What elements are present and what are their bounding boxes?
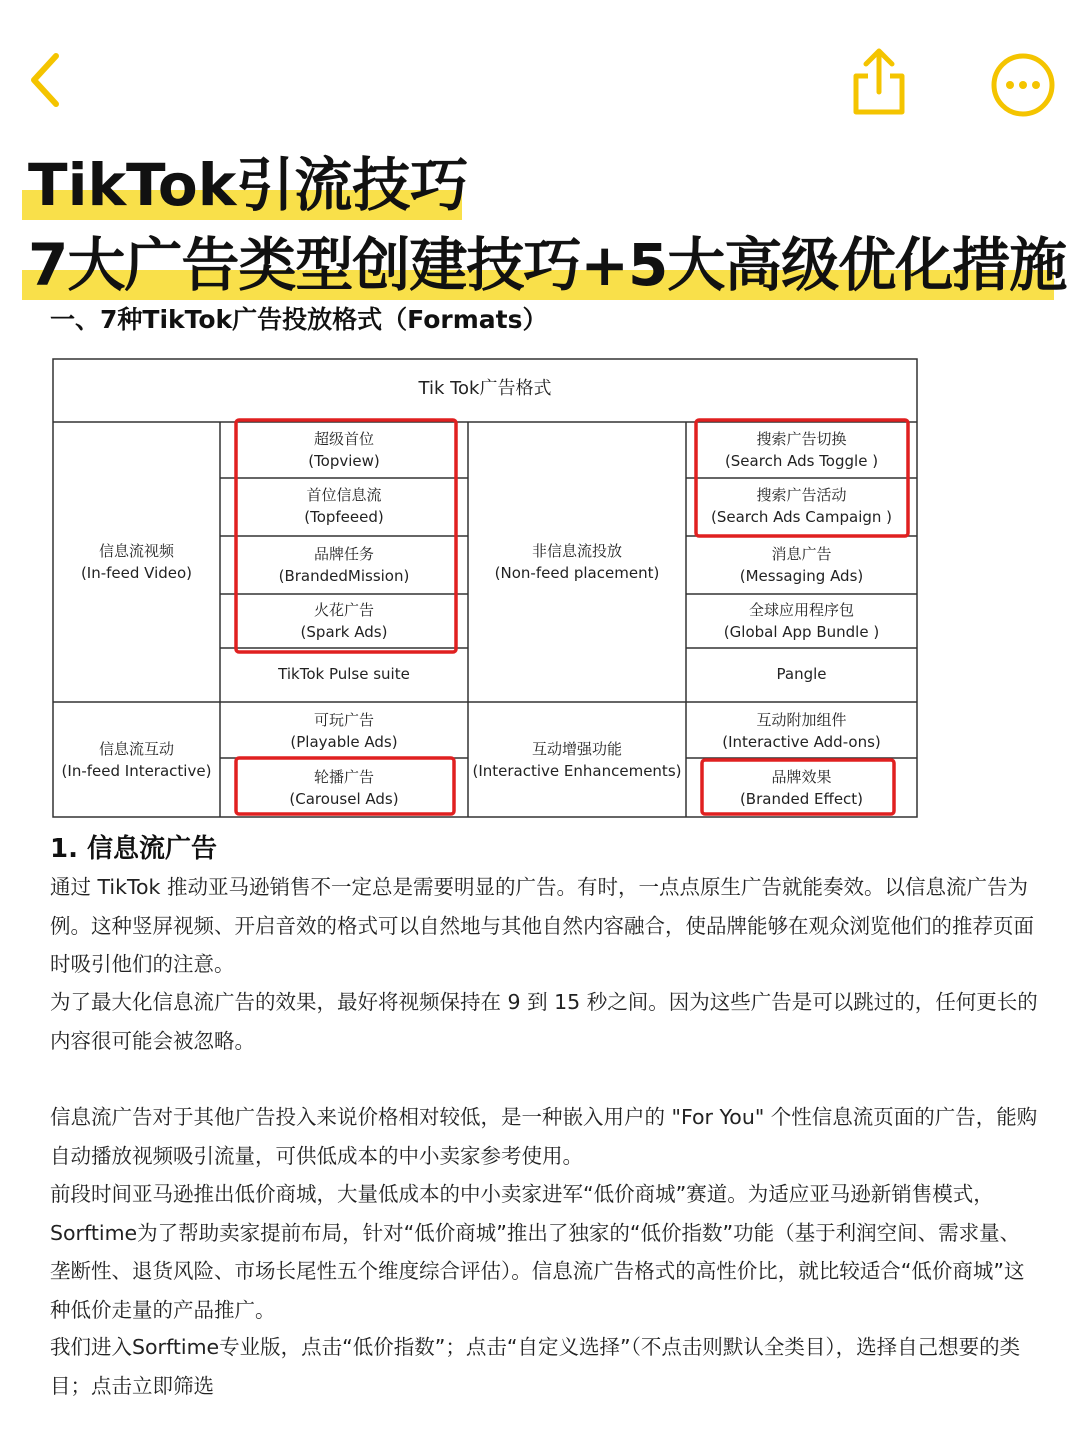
ad-format-cell: 搜索广告切换 (Search Ads Toggle ) bbox=[724, 430, 879, 470]
title-text-1: TikTok引流技巧 bbox=[28, 151, 469, 219]
ad-format-cell: 品牌任务 (BrandedMission) bbox=[278, 545, 410, 585]
title-text-2: 7大广告类型创建技巧+5大高级优化措施 bbox=[28, 231, 1067, 299]
group-label: 信息流互动 (In-feed Interactive) bbox=[61, 740, 212, 780]
ad-format-cell: 品牌效果 (Branded Effect) bbox=[739, 768, 864, 808]
top-nav-bar bbox=[0, 0, 1080, 130]
section-heading: 一、7种TikTok广告投放格式（Formats） bbox=[50, 305, 548, 334]
title-line-1 bbox=[28, 138, 468, 222]
section-1-heading: 1. 信息流广告 bbox=[50, 834, 218, 864]
ad-format-cell: 首位信息流 (Topfeeed) bbox=[304, 486, 384, 526]
more-options-button[interactable] bbox=[990, 52, 1056, 118]
group-label: 互动增强功能 (Interactive Enhancements) bbox=[472, 740, 682, 780]
ad-formats-table bbox=[52, 358, 918, 818]
paragraph: 信息流广告对于其他广告投入来说价格相对较低，是一种嵌入用户的 "For You" 个性信息流页面的广告，能购自动播放视频吸引流量，可供低成本的中小卖家参考使用。 bbox=[50, 1105, 1038, 1168]
back-button[interactable] bbox=[22, 48, 72, 112]
share-button[interactable] bbox=[846, 44, 912, 120]
group-label: 信息流视频 (In-feed Video) bbox=[80, 542, 193, 582]
ad-format-cell: 超级首位 (Topview) bbox=[308, 430, 380, 470]
ad-format-cell: 轮播广告 (Carousel Ads) bbox=[289, 768, 399, 808]
title-line-2 bbox=[28, 218, 1066, 302]
paragraph: 为了最大化信息流广告的效果，最好将视频保持在 9 到 15 秒之间。因为这些广告是可以跳过的，任何更长的内容很可能会被忽略。 bbox=[50, 990, 1038, 1053]
ad-format-cell: 火花广告 (Spark Ads) bbox=[300, 601, 388, 641]
table-header: Tik Tok广告格式 bbox=[418, 378, 552, 399]
paragraph: 前段时间亚马逊推出低价商城，大量低成本的中小卖家进军“低价商城”赛道。为适应亚马逊新销售模式，Sorftime为了帮助卖家提前布局，针对“低价商城”推出了独家的“低价指数”功能（基于利润空间、需求量、垄断性、退货风险、市场长尾性五个维度综合评估）。信息流广告格式的高性价比，就比较适合“低价商城”这种低价走量的产品推广。 bbox=[50, 1182, 1025, 1322]
ad-format-cell: 全球应用程序包 (Global App Bundle ) bbox=[723, 601, 880, 641]
ad-format-cell: 可玩广告 (Playable Ads) bbox=[290, 711, 398, 751]
ad-format-cell: TikTok Pulse suite bbox=[278, 665, 410, 683]
paragraph: 通过 TikTok 推动亚马逊销售不一定总是需要明显的广告。有时，一点点原生广告就能奏效。以信息流广告为例。这种竖屏视频、开启音效的格式可以自然地与其他自然内容融合，使品牌能够在观众浏览他们的推荐页面时吸引他们的注意。 bbox=[50, 875, 1034, 976]
chevron-left-icon bbox=[22, 48, 72, 112]
ad-format-cell: 搜索广告活动 (Search Ads Campaign ) bbox=[710, 486, 893, 526]
share-icon bbox=[846, 44, 912, 120]
ad-format-cell: 消息广告 (Messaging Ads) bbox=[739, 545, 864, 585]
ad-format-cell: 互动附加组件 (Interactive Add-ons) bbox=[722, 711, 881, 751]
ad-format-cell: Pangle bbox=[776, 665, 827, 683]
group-label: 非信息流投放 (Non-feed placement) bbox=[494, 542, 660, 582]
paragraph: 我们进入Sorftime专业版，点击“低价指数”；点击“自定义选择”（不点击则默认全类目），选择自己想要的类目；点击立即筛选 bbox=[50, 1335, 1021, 1398]
more-icon bbox=[990, 52, 1056, 118]
